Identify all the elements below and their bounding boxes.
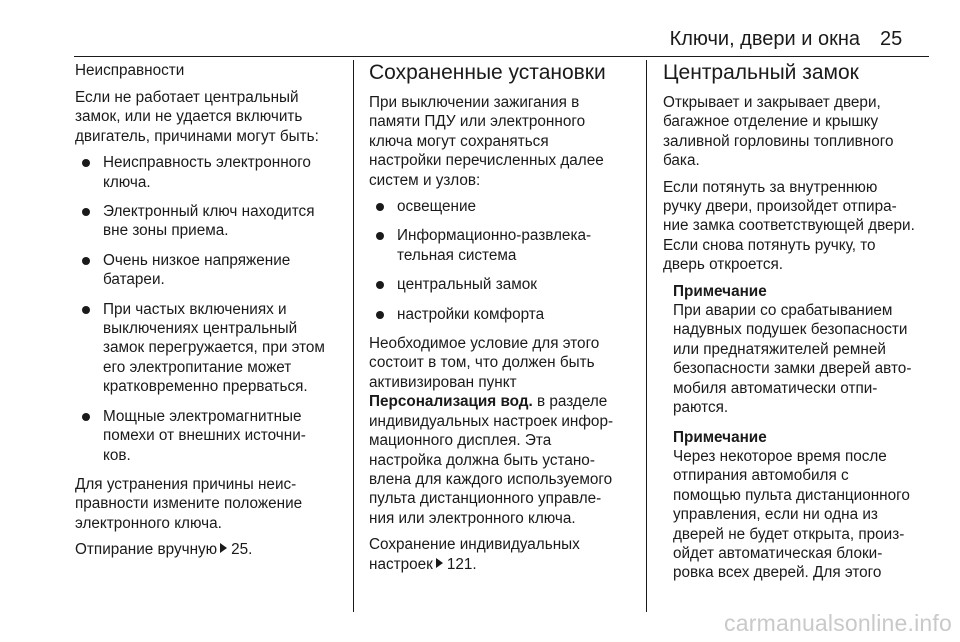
bullet-icon <box>82 413 90 421</box>
manual-unlock-page-link[interactable]: 25. <box>231 541 253 559</box>
note-text: Через некоторое время после отпирания автомобиля с помощью пульта дистанционного управления, если ни одна из дверей не будет открыта, произ- ойдет автоматическая блоки- ровка всех дверей. Для этого <box>673 447 910 582</box>
bullet-icon <box>82 159 90 167</box>
list-item: При частых включениях и выключениях центральный замок перегружается, при этом его электропитание может кратковременно прерваться. <box>75 300 347 397</box>
list-item: освещение <box>369 197 637 216</box>
bullet-icon <box>376 203 384 211</box>
page-number: 25 <box>880 28 903 50</box>
list-item: Очень низкое напряжение батареи. <box>75 251 347 290</box>
column-saved-settings <box>369 61 637 581</box>
faults-heading: Неисправности <box>75 62 185 79</box>
save-settings-page-link[interactable]: 121. <box>446 555 477 573</box>
bullet-icon <box>82 257 90 265</box>
saved-settings-condition: Необходимое условие для этого состоит в том, что должен быть активизирован пункт Персонализация вод. в разделе индивидуальных настроек инфор- мационного дисплея. Эта настройка должна быть устано- влена для каждого используемого пульта дистанционного управле- ния или электронного ключа. <box>369 335 614 527</box>
list-item: Мощные электромагнитные помехи от внешних источни- ков. <box>75 407 347 465</box>
saved-settings-heading: Сохраненные установки <box>369 61 606 84</box>
saved-settings-intro: При выключении зажигания в памяти ПДУ или электронного ключа могут сохраняться настройки перечисленных далее систем и узлов: <box>369 94 604 189</box>
list-item: Электронный ключ находится вне зоны приема. <box>75 202 347 241</box>
central-locking-p1: Открывает и закрывает двери, багажное отделение и крышку заливной горловины топливного бака. <box>663 94 894 170</box>
faults-fix: Для устранения причины неис- правности измените положение электронного ключа. <box>75 475 303 532</box>
central-locking-heading: Центральный замок <box>663 61 859 84</box>
column-divider <box>646 60 647 612</box>
watermark: carmanualsonline.info <box>724 610 952 636</box>
saved-settings-list <box>369 197 637 324</box>
faults-list <box>75 153 347 465</box>
column-divider <box>353 60 354 612</box>
save-settings-ref: Сохранение индивидуальных настроек 121. <box>369 536 580 573</box>
note-text: При аварии со срабатыванием надувных подушек безопасности или преднатяжителей ремней безопасности замки дверей авто- мобиля автоматически отпи- раются. <box>673 302 912 417</box>
column-central-locking <box>663 61 933 593</box>
header-divider <box>74 56 929 57</box>
central-locking-p2: Если потянуть за внутреннюю ручку двери, произойдет отпира- ние замка соответствующей двери. Если снова потянуть ручку, то дверь откроется. <box>663 178 915 274</box>
manual-unlock-ref: Отпирание вручную 25. <box>75 541 253 559</box>
note-title: Примечание <box>673 428 767 446</box>
page-ref-arrow-icon <box>220 543 227 553</box>
list-item: настройки комфорта <box>369 305 637 324</box>
note-airbag <box>673 282 933 418</box>
column-faults <box>75 61 347 567</box>
bullet-icon <box>376 311 384 319</box>
faults-intro: Если не работает центральный замок, или не удается включить двигатель, причинами могут быть: <box>75 89 319 145</box>
page-ref-arrow-icon <box>436 558 443 568</box>
personalization-menu-label: Персонализация вод. <box>369 393 533 411</box>
page-header <box>0 0 960 56</box>
list-item: Неисправность электронного ключа. <box>75 153 347 192</box>
section-title: Ключи, двери и окна <box>669 28 860 50</box>
note-autolock <box>673 428 933 583</box>
bullet-icon <box>82 208 90 216</box>
bullet-icon <box>82 306 90 314</box>
bullet-icon <box>376 232 384 240</box>
list-item: центральный замок <box>369 275 637 294</box>
bullet-icon <box>376 281 384 289</box>
note-title: Примечание <box>673 282 767 300</box>
list-item: Информационно-развлека- тельная система <box>369 226 637 265</box>
